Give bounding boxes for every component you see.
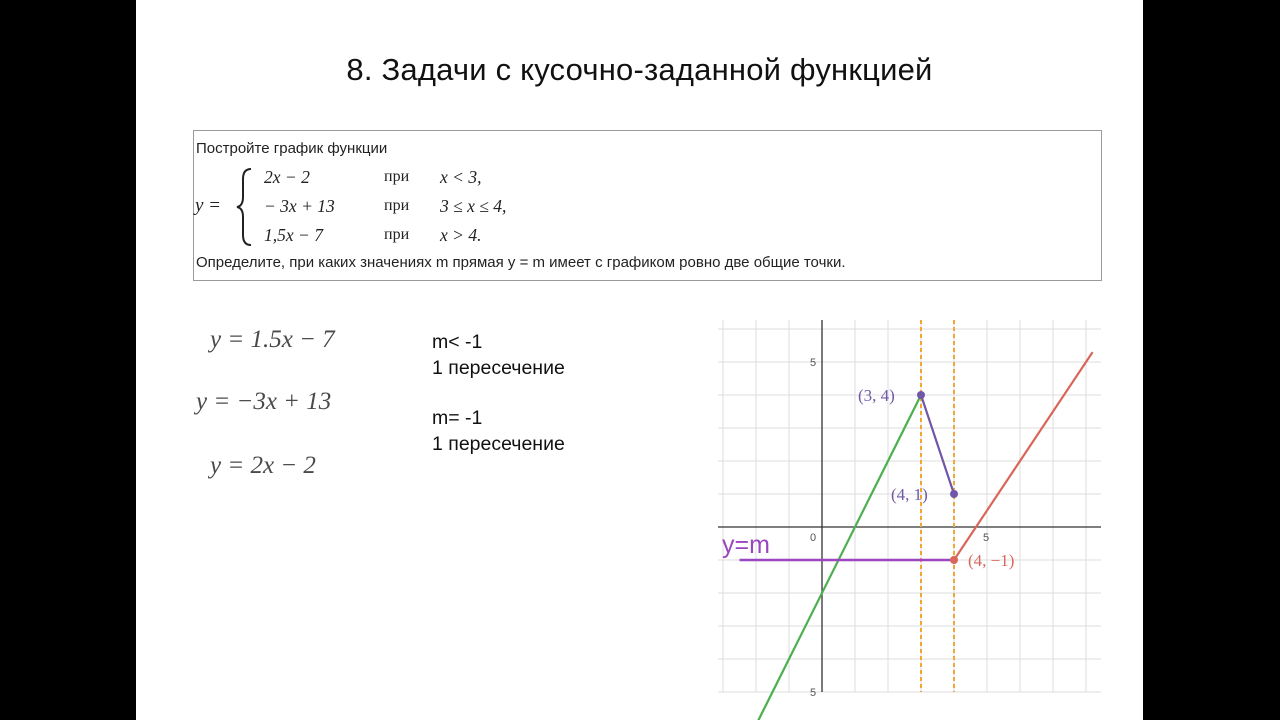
- task-question: Определите, при каких значениях m прямая y = m имеет с графиком ровно две общие точки.: [196, 254, 846, 271]
- tick-label-x-origin: 0: [810, 532, 817, 544]
- case-expr: 2x − 2: [264, 167, 310, 187]
- tick-label-y-neg: 5: [810, 687, 817, 699]
- case-cond: x < 3,: [440, 167, 482, 187]
- slide-title: 8. Задачи с кусочно-заданной функцией: [346, 52, 933, 87]
- point-marker: [950, 490, 958, 498]
- tick-label-y: 5: [810, 357, 817, 369]
- formula-line-3: y = 1.5x − 7: [210, 326, 335, 353]
- function-graph: [718, 320, 1101, 699]
- note-condition: m< -1: [432, 331, 483, 353]
- case-pri: при: [384, 168, 410, 185]
- task-box: [193, 130, 1102, 281]
- case-cond: 3 ≤ x ≤ 4,: [440, 196, 507, 216]
- case-pri: при: [384, 197, 410, 214]
- case-cond: x > 4.: [440, 225, 482, 245]
- case-pri: при: [384, 226, 410, 243]
- case-expr: 1,5x − 7: [264, 225, 323, 245]
- note-block: [432, 405, 565, 457]
- note-condition: m= -1: [432, 407, 483, 429]
- task-intro: Постройте график функции: [196, 140, 388, 157]
- point-label: (4, −1): [968, 551, 1015, 570]
- graph-svg: [718, 320, 1101, 699]
- formula-line-2: y = −3x + 13: [196, 388, 332, 415]
- note-block: [432, 329, 565, 381]
- point-marker: [950, 556, 958, 564]
- note-result: 1 пересечение: [432, 433, 565, 455]
- point-label: (4, 1): [891, 485, 928, 504]
- point-label: (3, 4): [858, 386, 895, 405]
- curly-brace-icon: [236, 167, 254, 247]
- series-line-2: [954, 352, 1093, 560]
- case-expr: − 3x + 13: [264, 196, 335, 216]
- note-result: 1 пересечение: [432, 357, 565, 379]
- tick-label-x: 5: [983, 532, 990, 544]
- formula-line-1: y = 2x − 2: [210, 452, 316, 479]
- line-label-y-m: y=m: [722, 531, 770, 559]
- slide: [136, 0, 1143, 720]
- function-lhs: y =: [195, 195, 222, 216]
- series-line-1: [921, 395, 954, 494]
- point-marker: [917, 391, 925, 399]
